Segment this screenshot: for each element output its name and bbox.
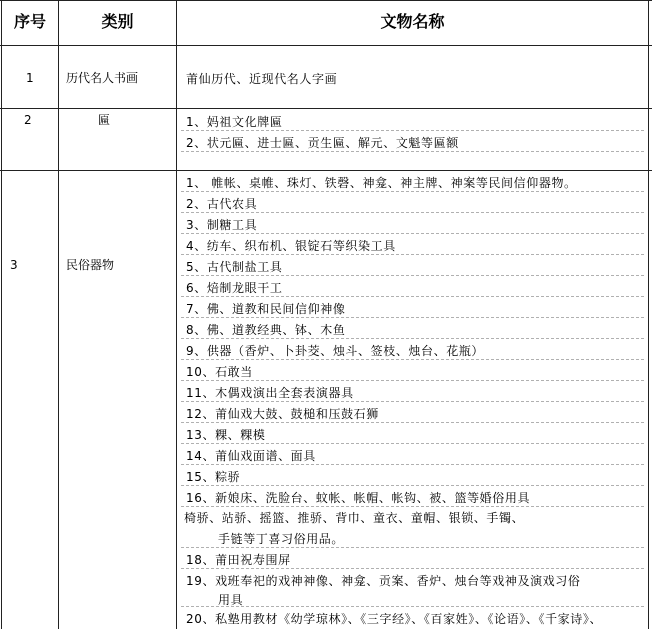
row-3-divider bbox=[181, 275, 644, 276]
row-3-index: 3 bbox=[10, 258, 18, 272]
row-3-category: 民俗器物 bbox=[66, 258, 115, 272]
row-2-item: 2、状元匾、进士匾、贡生匾、解元、文魁等匾额 bbox=[186, 136, 459, 150]
row-3-divider bbox=[181, 359, 644, 360]
row-3-item: 6、焙制龙眼干工 bbox=[186, 281, 283, 295]
row-3-item: 20、私塾用教材《幼学琼林》、《三字经》、《百家姓》、《论语》、《千家诗》、 bbox=[186, 612, 603, 626]
grid-line-left bbox=[1, 0, 2, 629]
grid-line-header bbox=[0, 45, 652, 46]
row-3-item: 12、莆仙戏大鼓、鼓槌和压鼓石狮 bbox=[186, 407, 379, 421]
row-2-index: 2 bbox=[24, 113, 32, 127]
grid-line-col1 bbox=[58, 0, 59, 629]
row-3-item: 11、木偶戏演出全套表演器具 bbox=[186, 386, 354, 400]
row-3-item: 5、古代制盐工具 bbox=[186, 260, 283, 274]
row-3-item: 14、莆仙戏面谱、面具 bbox=[186, 449, 316, 463]
row-3-item: 1、 帷帐、桌帷、珠灯、铁磬、神龛、神主牌、神案等民间信仰器物。 bbox=[186, 176, 577, 190]
row-3-divider bbox=[181, 254, 644, 255]
row-3-divider bbox=[181, 485, 644, 486]
grid-line-row1 bbox=[0, 108, 652, 109]
row-3-divider bbox=[181, 606, 644, 607]
row-3-item: 4、纺车、织布机、银锭石等织染工具 bbox=[186, 239, 396, 253]
row-3-item: 10、石敢当 bbox=[186, 365, 253, 379]
row-1-index: 1 bbox=[26, 71, 34, 85]
grid-line-col2 bbox=[176, 0, 177, 629]
row-2-item: 1、妈祖文化牌匾 bbox=[186, 115, 283, 129]
row-2-divider bbox=[181, 130, 644, 131]
grid-line-right bbox=[648, 0, 649, 629]
row-3-divider bbox=[181, 422, 644, 423]
row-3-divider bbox=[181, 317, 644, 318]
row-1-category: 历代名人书画 bbox=[66, 71, 139, 85]
row-3-item: 7、佛、道教和民间信仰神像 bbox=[186, 302, 346, 316]
row-3-item: 8、佛、道教经典、钵、木鱼 bbox=[186, 323, 346, 337]
row-3-item: 2、古代农具 bbox=[186, 197, 258, 211]
row-3-divider bbox=[181, 191, 644, 192]
row-3-item: 18、莆田祝寿围屏 bbox=[186, 553, 291, 567]
grid-line-row2 bbox=[0, 170, 652, 171]
row-2-category: 匾 bbox=[98, 113, 111, 127]
row-3-divider bbox=[181, 464, 644, 465]
row-1-item: 莆仙历代、近现代名人字画 bbox=[186, 72, 338, 86]
row-3-item: 手链等丁喜习俗用品。 bbox=[218, 532, 345, 546]
row-3-item: 16、新娘床、洗脸台、蚊帐、帐帽、帐钩、被、篮等婚俗用具 bbox=[186, 491, 531, 505]
row-3-item: 19、戏班奉祀的戏神神像、神龛、贡案、香炉、烛台等戏神及演戏习俗 bbox=[186, 574, 581, 588]
row-3-divider bbox=[181, 338, 644, 339]
row-3-divider bbox=[181, 380, 644, 381]
row-3-item: 13、粿、粿模 bbox=[186, 428, 266, 442]
row-3-item: 椅骄、站骄、摇篮、推骄、背巾、童衣、童帽、银锁、手镯、 bbox=[184, 511, 525, 525]
row-3-divider bbox=[181, 506, 644, 507]
row-3-divider bbox=[181, 401, 644, 402]
header-category: 类别 bbox=[101, 12, 134, 31]
row-3-divider bbox=[181, 443, 644, 444]
row-3-divider bbox=[181, 233, 644, 234]
row-3-divider bbox=[181, 568, 644, 569]
row-3-item: 用具 bbox=[218, 593, 244, 607]
row-2-divider bbox=[181, 151, 644, 152]
header-index: 序号 bbox=[13, 12, 46, 31]
row-3-item: 15、粽骄 bbox=[186, 470, 241, 484]
row-3-divider bbox=[181, 212, 644, 213]
header-name: 文物名称 bbox=[380, 12, 445, 31]
row-3-item: 3、制糖工具 bbox=[186, 218, 258, 232]
row-3-divider bbox=[181, 296, 644, 297]
row-3-item: 9、供器（香炉、卜卦茭、烛斗、签枝、烛台、花瓶） bbox=[186, 344, 485, 358]
grid-line-top bbox=[0, 0, 652, 1]
row-3-divider bbox=[181, 547, 644, 548]
